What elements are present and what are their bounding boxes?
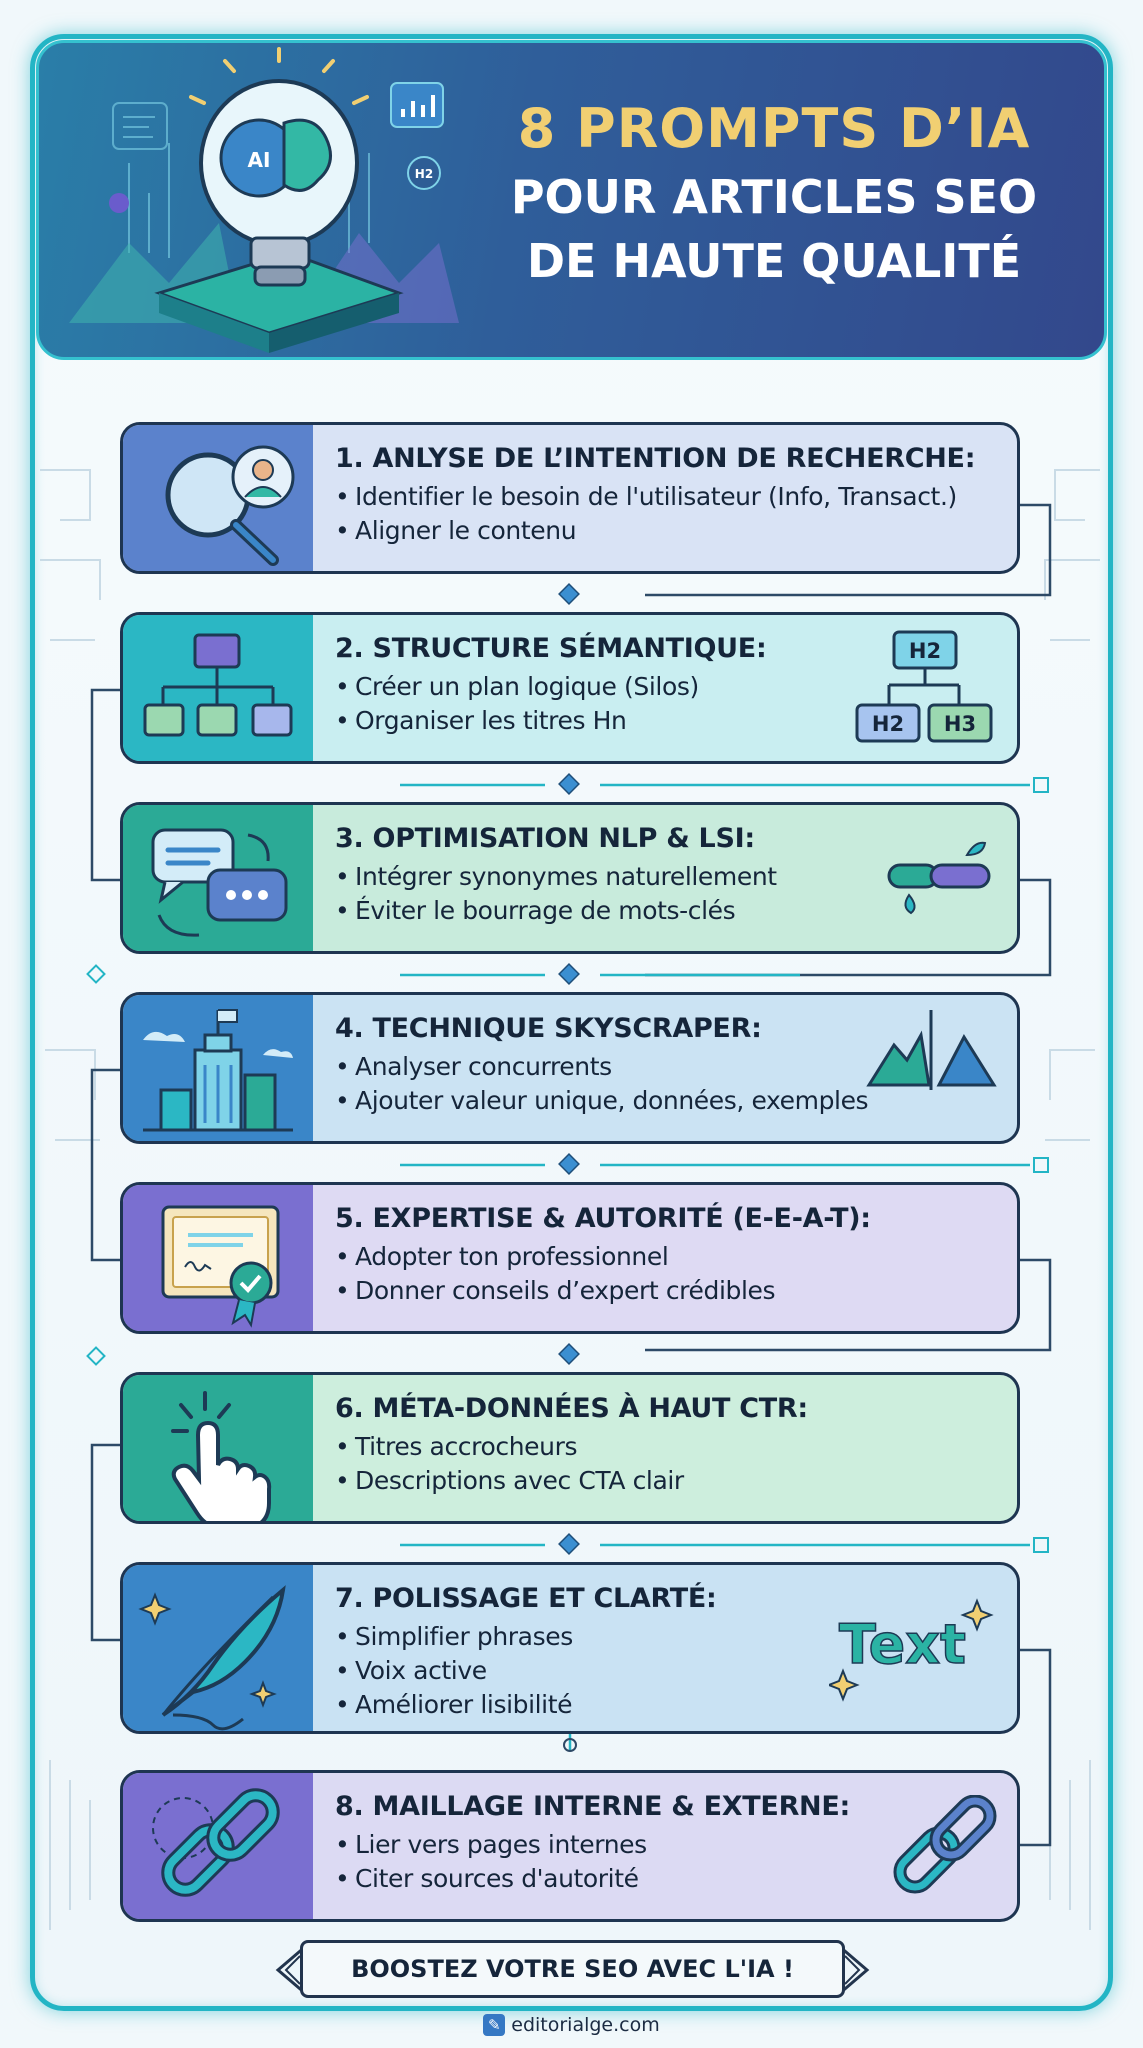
card-8-bullet-2: • Citer sources d'autorité bbox=[335, 1862, 1017, 1896]
title-block bbox=[459, 93, 1089, 293]
prompt-card-5 bbox=[120, 1182, 1020, 1334]
card-6-bullet-2: • Descriptions avec CTA clair bbox=[335, 1464, 1017, 1498]
lightbulb-ai-icon bbox=[39, 43, 479, 360]
footer-tagline: BOOSTEZ VOTRE SEO AVEC L'IA ! bbox=[351, 1955, 794, 1983]
prompt-card-7 bbox=[120, 1562, 1020, 1734]
card-5-bullet-2: • Donner conseils d’expert crédibles bbox=[335, 1274, 1017, 1308]
heading-hierarchy-icon bbox=[849, 627, 999, 752]
card-4-title: 4. TECHNIQUE SKYSCRAPER: bbox=[335, 1013, 762, 1044]
card-3-title: 3. OPTIMISATION NLP & LSI: bbox=[335, 823, 755, 854]
footer-tagline-banner bbox=[300, 1940, 845, 1998]
card-7-bullet-3: • Améliorer lisibilité bbox=[335, 1688, 1017, 1722]
folder-tree-icon bbox=[123, 615, 313, 761]
tag-h2-left: H2 bbox=[871, 712, 905, 736]
magnifier-user-icon bbox=[123, 425, 313, 571]
prompt-card-3 bbox=[120, 802, 1020, 954]
card-8-title: 8. MAILLAGE INTERNE & EXTERNE: bbox=[335, 1791, 850, 1822]
page-subtitle-line2: DE HAUTE QUALITÉ bbox=[526, 234, 1022, 288]
card-7-title: 7. POLISSAGE ET CLARTÉ: bbox=[335, 1583, 717, 1614]
side-text-label: Text bbox=[839, 1613, 966, 1676]
card-4-bullet-2: • Ajouter valeur unique, données, exemples bbox=[335, 1084, 1017, 1118]
card-3-bullet-2: • Éviter le bourrage de mots-clés bbox=[335, 894, 1017, 928]
card-6-bullet-1: • Titres accrocheurs bbox=[335, 1430, 1017, 1464]
card-2-title: 2. STRUCTURE SÉMANTIQUE: bbox=[335, 633, 767, 664]
card-5-bullet-1: • Adopter ton professionnel bbox=[335, 1240, 1017, 1274]
mountain-chart-icon bbox=[859, 1005, 999, 1095]
page-title: 8 PROMPTS D’IA bbox=[517, 97, 1031, 160]
text-sparkle-icon bbox=[829, 1593, 999, 1703]
card-7-bullet-1: • Simplifier phrases bbox=[335, 1620, 1017, 1654]
card-5-title: 5. EXPERTISE & AUTORITÉ (E-E-A-T): bbox=[335, 1203, 871, 1234]
card-1-bullet-2: • Aligner le contenu bbox=[335, 514, 1017, 548]
chain-link-icon bbox=[123, 1773, 313, 1919]
prompt-card-2 bbox=[120, 612, 1020, 764]
pill-splash-icon bbox=[879, 835, 999, 925]
click-hand-icon bbox=[123, 1375, 313, 1521]
prompt-card-1 bbox=[120, 422, 1020, 574]
bulb-ai-label: AI bbox=[247, 148, 271, 172]
prompt-card-6 bbox=[120, 1372, 1020, 1524]
tag-h3-right: H3 bbox=[943, 712, 977, 736]
prompt-card-8 bbox=[120, 1770, 1020, 1922]
card-1-bullet-1: • Identifier le besoin de l'utilisateur (Info, Transact.) bbox=[335, 480, 1017, 514]
card-8-bullet-1: • Lier vers pages internes bbox=[335, 1828, 1017, 1862]
link-icon bbox=[889, 1795, 999, 1905]
card-6-title: 6. MÉTA-DONNÉES À HAUT CTR: bbox=[335, 1393, 808, 1424]
card-1-title: 1. ANLYSE DE L’INTENTION DE RECHERCHE: bbox=[335, 443, 976, 474]
h2-badge-label: H2 bbox=[414, 167, 434, 181]
card-3-bullet-1: • Intégrer synonymes naturellement bbox=[335, 860, 1017, 894]
page-subtitle-line1: POUR ARTICLES SEO bbox=[510, 170, 1038, 224]
header-banner bbox=[36, 40, 1107, 360]
certificate-icon bbox=[123, 1185, 313, 1331]
card-7-bullet-2: • Voix active bbox=[335, 1654, 1017, 1688]
card-2-bullet-1: • Créer un plan logique (Silos) bbox=[335, 670, 1017, 704]
card-4-bullet-1: • Analyser concurrents bbox=[335, 1050, 1017, 1084]
credit-link[interactable]: editorialge.com bbox=[511, 2014, 660, 2036]
credit-line bbox=[0, 2014, 1143, 2036]
tag-h2-top: H2 bbox=[908, 639, 942, 663]
feather-icon bbox=[123, 1565, 313, 1731]
card-2-bullet-2: • Organiser les titres Hn bbox=[335, 704, 1017, 738]
chat-bubbles-icon bbox=[123, 805, 313, 951]
skyscraper-icon bbox=[123, 995, 313, 1141]
pen-icon: ✎ bbox=[483, 2014, 505, 2036]
prompt-card-4 bbox=[120, 992, 1020, 1144]
